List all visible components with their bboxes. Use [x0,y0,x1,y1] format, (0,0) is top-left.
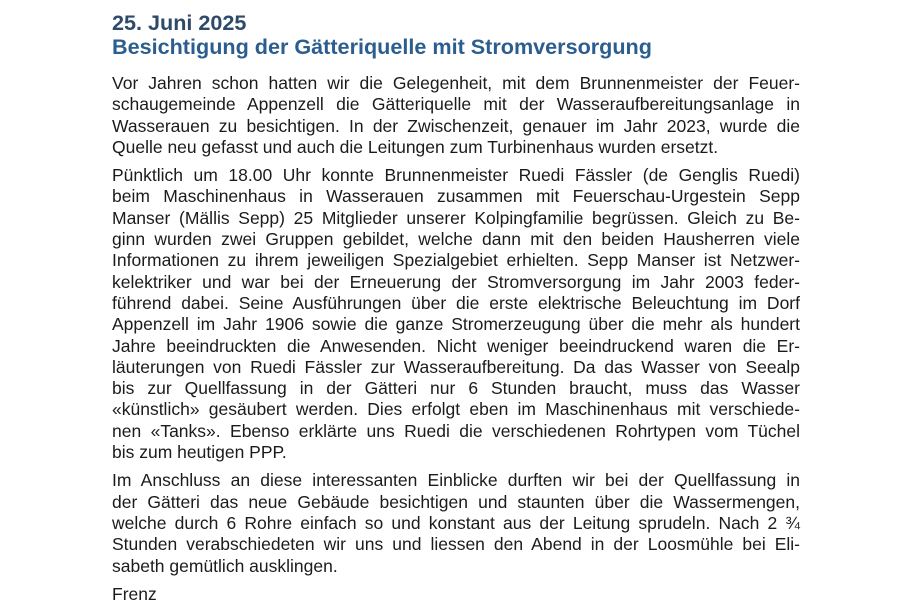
text-line: ginn wurden zwei Gruppen gebildet, welche dann mit den beiden Hausherren viele [112,229,800,250]
text-line: welche durch 6 Rohre einfach so und konstant aus der Leitung sprudeln. Nach 2 ¾ [112,512,800,533]
paragraph [112,165,800,463]
text-line: sabeth gemütlich ausklingen. [112,555,338,576]
text-line: Quelle neu gefasst und auch die Leitungen zum Turbinenhaus wurden ersetzt. [112,136,719,157]
text-line: Informationen zu ihrem jeweiligen Spezialgebiet erhielten. Sepp Manser ist Netzwer- [112,250,800,271]
text-line: Wasserauen zu besichtigen. In der Zwischenzeit, genauer im Jahr 2023, wurde die [112,115,800,136]
paragraph [112,73,800,158]
text-line: führend dabei. Seine Ausführungen über die erste elektrische Beleuchtung im Dorf [112,292,800,313]
text-line: schaugemeinde Appenzell die Gätteriquelle mit der Wasseraufbereitungsanlage in [112,94,800,115]
text-line: kelektriker und war bei der Erneuerung der Stromversorgung im Jahr 2003 feder- [112,271,800,292]
text-line: nen «Tanks». Ebenso erklärte uns Ruedi die verschiedenen Rohrtypen vom Tüchel [112,420,800,441]
text-line: Appenzell im Jahr 1906 sowie die ganze Stromerzeugung über die mehr als hundert [112,314,800,335]
text-line: beim Maschinenhaus in Wasserauen zusammen mit Feuerschau-Urgestein Sepp [112,186,800,207]
text-line: der Gätteri das neue Gebäude besichtigen und staunten über die Wassermengen, [112,491,800,512]
text-line: läuterungen von Ruedi Fässler zur Wasseraufbereitung. Da das Wasser von Seealp [112,356,800,377]
date-heading: 25. Juni 2025 [112,10,247,35]
text-line: Manser (Mällis Sepp) 25 Mitglieder unserer Kolpingfamilie begrüssen. Gleich zu Be- [112,207,800,228]
text-line: Jahre beeindruckten die Anwesenden. Nicht weniger beeindruckend waren die Er- [112,335,800,356]
text-line: Vor Jahren schon hatten wir die Gelegenheit, mit dem Brunnenmeister der Feuer- [112,73,800,93]
article-body [112,73,800,577]
text-line: bis zur Quellfassung in der Gätteri nur 6 Stunden braucht, muss das Wasser [112,378,800,399]
text-line: bis zum heutigen PPP. [112,442,287,463]
text-line: Im Anschluss an diese interessanten Einblicke durften wir bei der Quellfassung in [112,470,800,491]
article-title: Besichtigung der Gätteriquelle mit Stromversorgung [112,34,652,59]
text-line: Pünktlich um 18.00 Uhr konnte Brunnenmeister Ruedi Fässler (de Genglis Ruedi) [112,165,800,186]
text-line: Stunden verabschiedeten wir uns und liessen den Abend in der Loosmühle bei Eli- [112,534,800,555]
paragraph [112,470,800,576]
text-line: «künstlich» gesäubert werden. Dies erfolgt eben im Maschinenhaus mit verschiede- [112,399,800,420]
signature: Frenz [112,583,157,604]
